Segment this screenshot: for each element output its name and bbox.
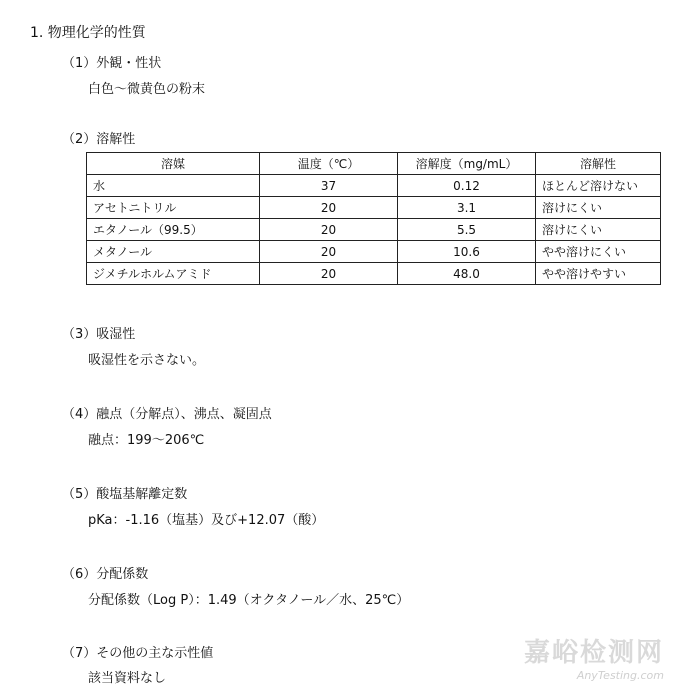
cell-solubility: 48.0 bbox=[398, 263, 536, 285]
cell-solvent: エタノール（99.5） bbox=[87, 219, 260, 241]
section-6-text: 分配係数（Log P）：1.49（オクタノール／水、25℃） bbox=[88, 593, 410, 608]
cell-solubility-class: 溶けにくい bbox=[536, 219, 661, 241]
cell-temperature: 20 bbox=[260, 197, 398, 219]
section-3-text: 吸湿性を示さない。 bbox=[88, 353, 206, 368]
table-row bbox=[87, 175, 661, 197]
header-solvent: 溶媒 bbox=[87, 153, 260, 175]
cell-solubility: 3.1 bbox=[398, 197, 536, 219]
cell-solubility-class: 溶けにくい bbox=[536, 197, 661, 219]
section-5-text: pKa：-1.16（塩基）及び+12.07（酸） bbox=[88, 513, 325, 528]
cell-temperature: 20 bbox=[260, 219, 398, 241]
watermark-en: AnyTesting.com bbox=[576, 669, 664, 682]
cell-solubility-class: やや溶けにくい bbox=[536, 241, 661, 263]
cell-solvent: アセトニトリル bbox=[87, 197, 260, 219]
cell-solvent: メタノール bbox=[87, 241, 260, 263]
solubility-table bbox=[86, 152, 661, 285]
header-solubility: 溶解度（mg/mL） bbox=[398, 153, 536, 175]
section-1-heading: （1）外観・性状 bbox=[62, 56, 162, 71]
watermark-logo bbox=[524, 632, 664, 682]
cell-solubility: 5.5 bbox=[398, 219, 536, 241]
section-7-heading: （7）その他の主な示性値 bbox=[62, 646, 214, 661]
cell-solubility-class: やや溶けやすい bbox=[536, 263, 661, 285]
cell-solubility: 0.12 bbox=[398, 175, 536, 197]
table-row bbox=[87, 241, 661, 263]
section-4-heading: （4）融点（分解点）、沸点、凝固点 bbox=[62, 407, 272, 422]
cell-solvent: ジメチルホルムアミド bbox=[87, 263, 260, 285]
document-title: 1. 物理化学的性質 bbox=[30, 25, 146, 41]
section-5-heading: （5）酸塩基解離定数 bbox=[62, 487, 188, 502]
cell-temperature: 20 bbox=[260, 241, 398, 263]
section-6-heading: （6）分配係数 bbox=[62, 567, 149, 582]
table-row bbox=[87, 219, 661, 241]
watermark-cn: 嘉峪检测网 bbox=[523, 638, 664, 668]
table-row bbox=[87, 263, 661, 285]
section-2-heading: （2）溶解性 bbox=[62, 132, 136, 147]
cell-solubility-class: ほとんど溶けない bbox=[536, 175, 661, 197]
section-1-text: 白色～微黄色の粉末 bbox=[88, 82, 206, 97]
section-4-text: 融点：199～206℃ bbox=[88, 433, 205, 448]
header-temperature: 温度（℃） bbox=[260, 153, 398, 175]
table-row bbox=[87, 197, 661, 219]
section-3-heading: （3）吸湿性 bbox=[62, 327, 136, 342]
cell-solvent: 水 bbox=[87, 175, 260, 197]
table-header-row bbox=[87, 153, 661, 175]
header-solubility-class: 溶解性 bbox=[536, 153, 661, 175]
cell-temperature: 37 bbox=[260, 175, 398, 197]
cell-temperature: 20 bbox=[260, 263, 398, 285]
cell-solubility: 10.6 bbox=[398, 241, 536, 263]
section-7-text: 該当資料なし bbox=[88, 671, 167, 686]
